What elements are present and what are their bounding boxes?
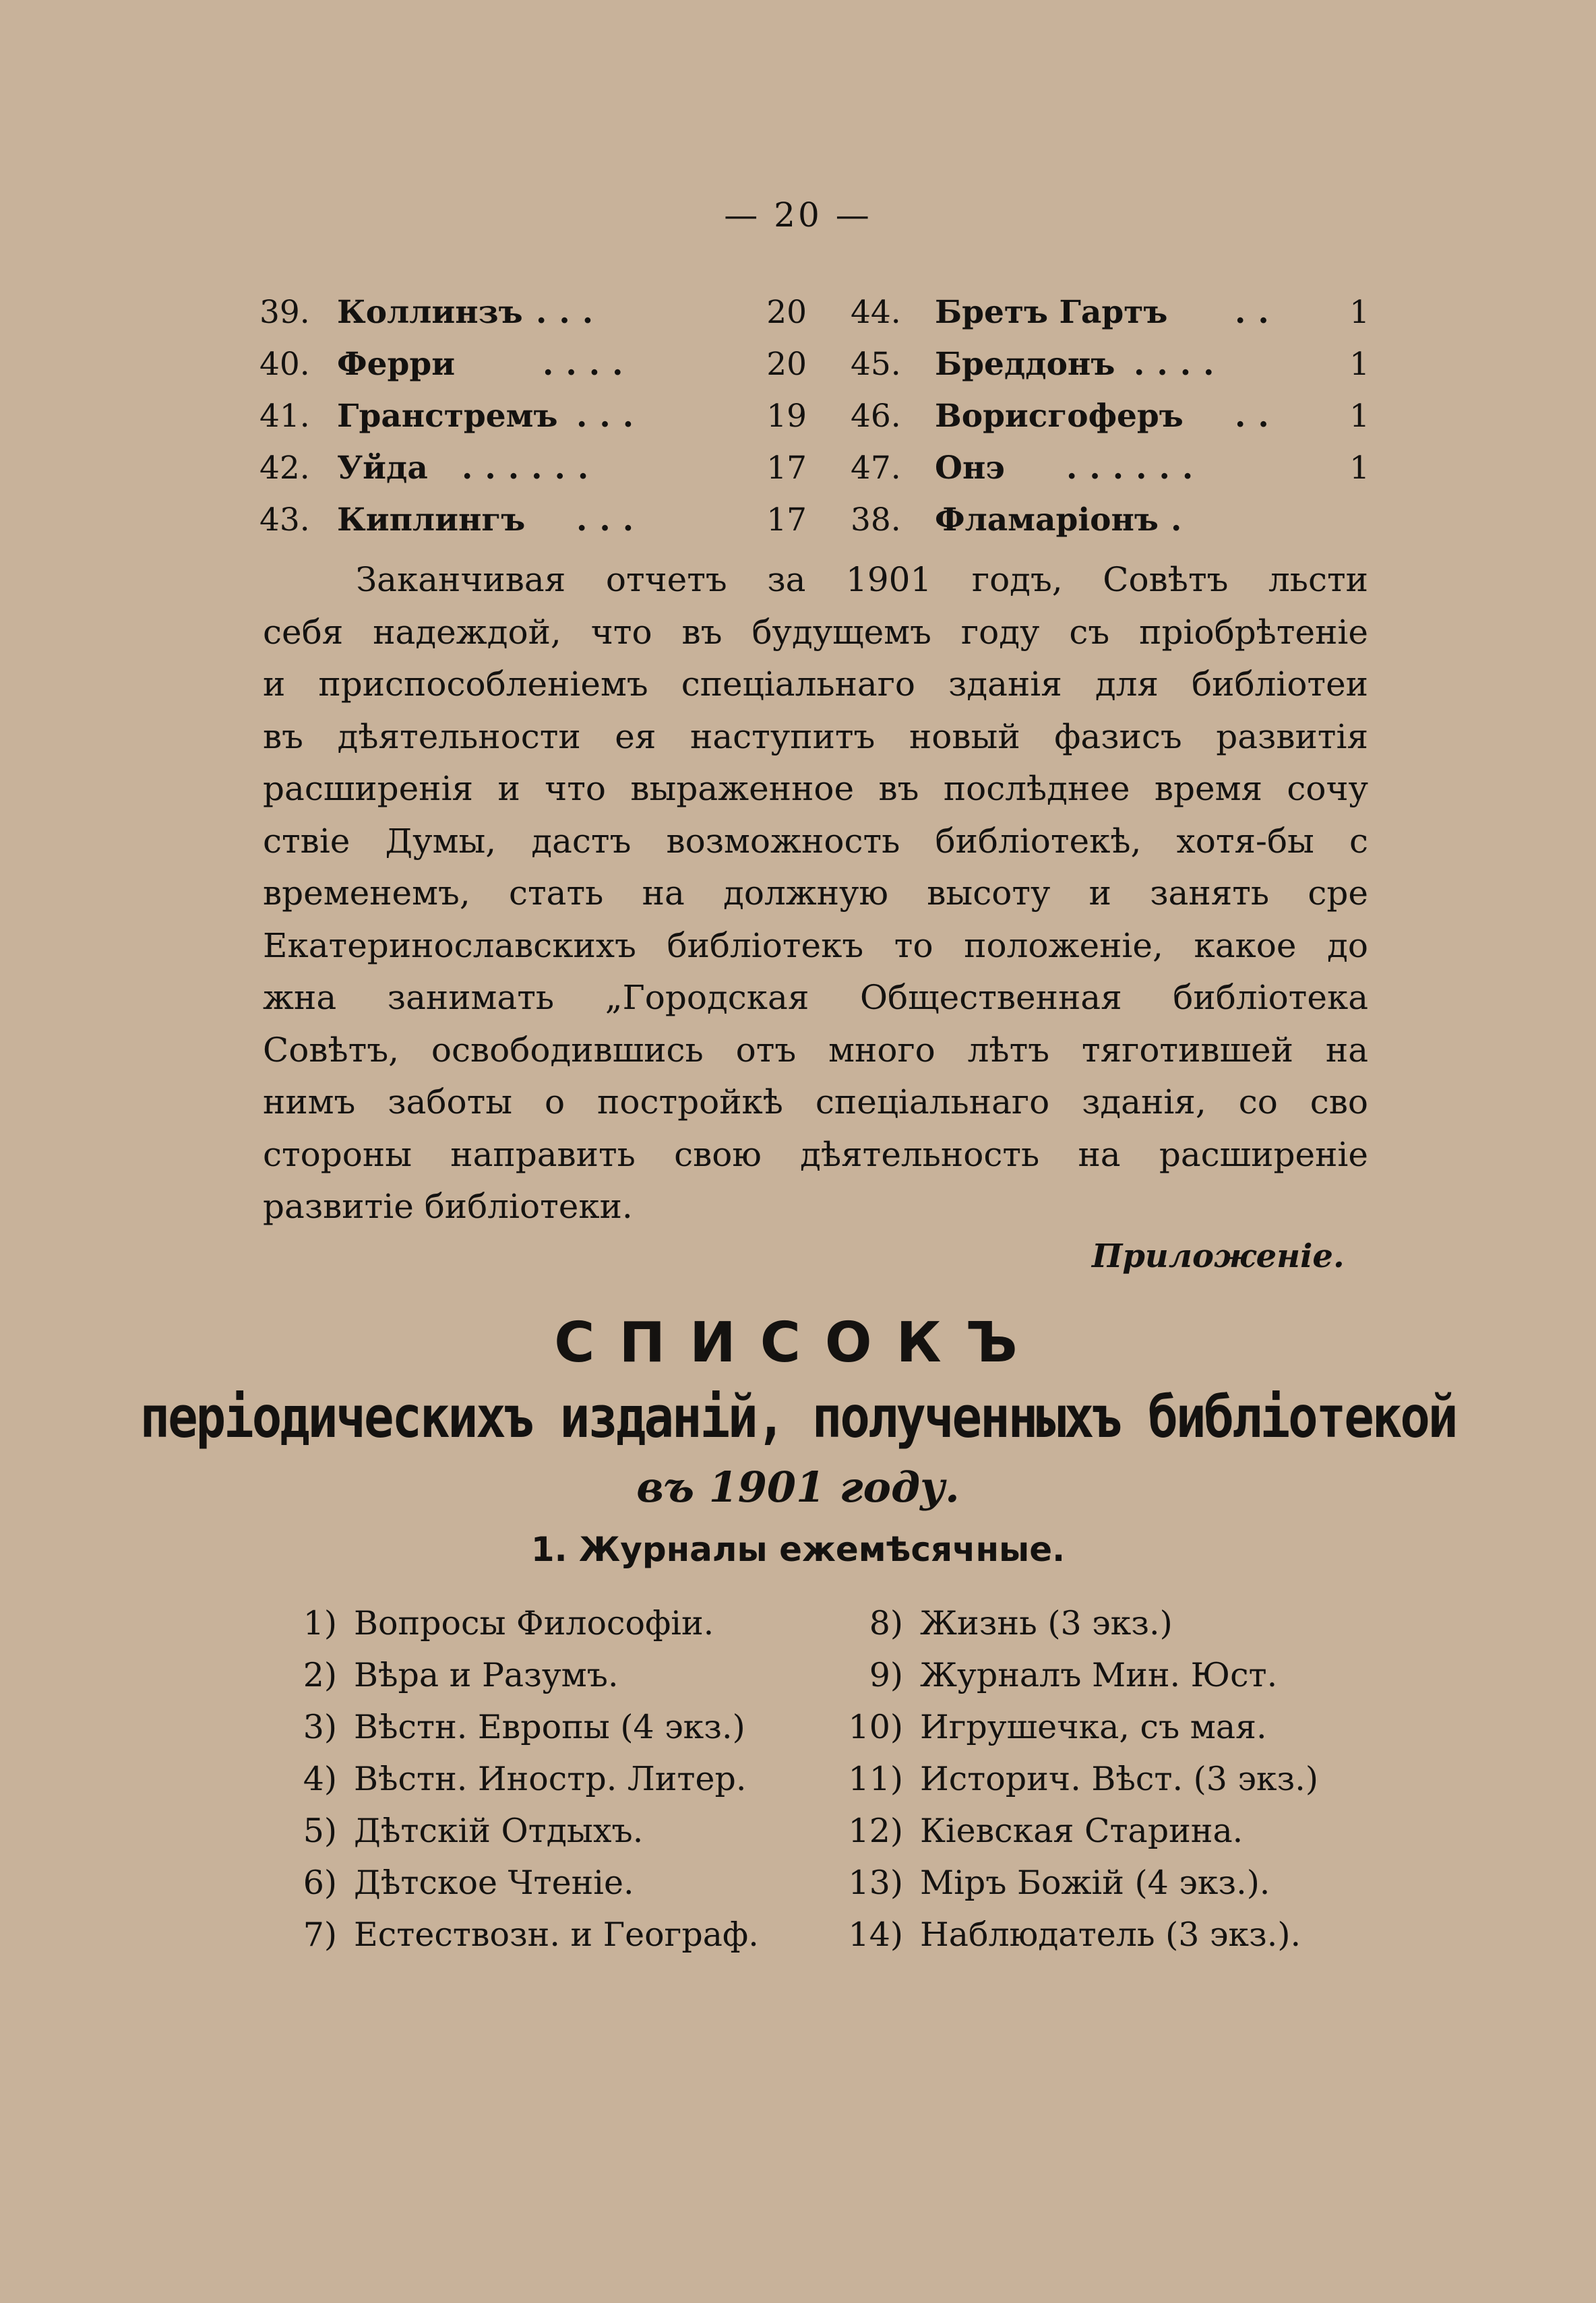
item-number: 12) — [848, 1812, 903, 1850]
journal-title: Дѣтскій Отдыхъ. — [354, 1812, 644, 1850]
journal-title: Игрушечка, съ мая. — [920, 1708, 1267, 1746]
paragraph-line: стороны направить свою дѣятельность на расширеніе — [263, 1134, 1368, 1174]
item-number: 10) — [848, 1708, 903, 1746]
paragraph-line: ствіе Думы, дастъ возможность библіотекѣ, хотя-бы с — [263, 821, 1368, 861]
journal-title: Историч. Вѣст. (3 экз.) — [920, 1760, 1318, 1798]
paragraph-line: жна занимать „Городская Общественная библіотека — [263, 978, 1368, 1017]
journal-title: Міръ Божій (4 экз.). — [920, 1864, 1270, 1902]
item-number: 8) — [869, 1604, 903, 1642]
journals-list-left — [276, 1597, 836, 1965]
item-number: 13) — [848, 1864, 903, 1902]
item-number: 11) — [848, 1760, 903, 1798]
leader-dots: .... — [1134, 346, 1227, 383]
item-number: 7) — [303, 1915, 337, 1954]
row-number: 39. — [259, 294, 310, 331]
journal-title: Наблюдатель (3 экз.). — [920, 1915, 1301, 1954]
paragraph-line: Заканчивая отчетъ за 1901 годъ, Совѣтъ льсти — [356, 560, 1368, 599]
journal-title: Жизнь (3 экз.) — [920, 1604, 1173, 1642]
row-number: 45. — [851, 346, 901, 383]
item-number: 5) — [303, 1812, 337, 1850]
journal-title: Вѣстн. Европы (4 экз.) — [354, 1708, 745, 1746]
section-heading: 1. Журналы ежемѣсячные. — [530, 1530, 1066, 1569]
report-paragraph — [263, 554, 1368, 1233]
journal-title: Естествозн. и Географ. — [354, 1915, 759, 1954]
author-name: Коллинзъ — [337, 294, 523, 331]
leader-dots: ... — [576, 398, 646, 435]
journals-list-right — [842, 1597, 1395, 1965]
appendix-label: Приложеніе. — [1092, 1237, 1345, 1275]
author-name: Гранстремъ — [337, 398, 558, 435]
journal-title: Дѣтское Чтеніе. — [354, 1864, 634, 1902]
author-count: 19 — [766, 398, 807, 435]
item-number: 2) — [303, 1656, 337, 1694]
item-number: 14) — [848, 1915, 903, 1954]
author-name: Бреддонъ — [935, 346, 1115, 383]
author-count: 20 — [766, 346, 807, 383]
journal-title: Журналъ Мин. Юст. — [920, 1656, 1278, 1694]
item-number: 4) — [303, 1760, 337, 1798]
leader-dots: ... — [536, 294, 606, 331]
paragraph-line: и приспособленіемъ спеціальнаго зданія для библіотеи — [263, 665, 1368, 704]
journal-title: Кіевская Старина. — [920, 1812, 1244, 1850]
page-number: — 20 — — [724, 195, 872, 235]
author-count: 1 — [1349, 450, 1370, 487]
author-count: 1 — [1349, 294, 1370, 331]
row-number: 38. — [851, 501, 901, 539]
leader-dots: ...... — [462, 450, 601, 487]
item-number: 9) — [869, 1656, 903, 1694]
paragraph-line: развитіе библіотеки. — [263, 1187, 633, 1226]
author-name: Онэ — [935, 450, 1005, 487]
author-count: 1 — [1349, 398, 1370, 435]
paragraph-line: Екатеринославскихъ библіотекъ то положеніе, какое до — [263, 925, 1368, 965]
author-name: Уйда — [337, 450, 428, 487]
item-number: 3) — [303, 1708, 337, 1746]
paragraph-line: расширенія и что выраженное въ послѣднее время сочу — [263, 769, 1368, 808]
row-number: 40. — [259, 346, 310, 383]
paragraph-line: Совѣтъ, освободившись отъ много лѣтъ тяготившей на — [263, 1030, 1368, 1070]
author-name: Бретъ Гартъ — [935, 294, 1168, 331]
row-number: 46. — [851, 398, 901, 435]
author-name: Киплингъ — [337, 501, 526, 539]
row-number: 43. — [259, 501, 310, 539]
leader-dots: ...... — [1066, 450, 1206, 487]
paragraph-line: себя надеждой, что въ будущемъ году съ пріобрѣтеніе — [263, 612, 1368, 652]
row-number: 47. — [851, 450, 901, 487]
paragraph-line: нимъ заботы о постройкѣ спеціальнаго зданія, со сво — [263, 1082, 1368, 1122]
row-number: 42. — [259, 450, 310, 487]
list-subtitle: періодическихъ изданій, полученныхъ библіотекой — [140, 1384, 1456, 1451]
authors-table-right — [851, 288, 1376, 538]
leader-dots: .. — [1235, 398, 1281, 435]
journal-title: Вопросы Философіи. — [354, 1604, 714, 1642]
author-count: 17 — [766, 450, 807, 487]
journal-title: Вѣстн. Иностр. Литер. — [354, 1760, 747, 1798]
leader-dots: .... — [543, 346, 636, 383]
row-number: 41. — [259, 398, 310, 435]
paragraph-line: временемъ, стать на должную высоту и занять сре — [263, 873, 1368, 913]
item-number: 1) — [303, 1604, 337, 1642]
leader-dots: ... — [576, 501, 646, 539]
author-count: 17 — [766, 501, 807, 539]
authors-table-left — [259, 288, 819, 538]
list-year: въ 1901 году. — [636, 1463, 960, 1512]
row-number: 44. — [851, 294, 901, 331]
item-number: 6) — [303, 1864, 337, 1902]
author-name: Ворисгоферъ — [935, 398, 1184, 435]
leader-dots: . — [1171, 501, 1194, 539]
author-name: Фламаріонъ — [935, 501, 1159, 539]
paragraph-line: въ дѣятельности ея наступитъ новый фазисъ развитія — [263, 716, 1368, 756]
author-name: Ферри — [337, 346, 456, 383]
journal-title: Вѣра и Разумъ. — [354, 1656, 619, 1694]
leader-dots: .. — [1235, 294, 1281, 331]
author-count: 20 — [766, 294, 807, 331]
author-count: 1 — [1349, 346, 1370, 383]
list-title: СПИСОКЪ — [554, 1311, 1042, 1375]
